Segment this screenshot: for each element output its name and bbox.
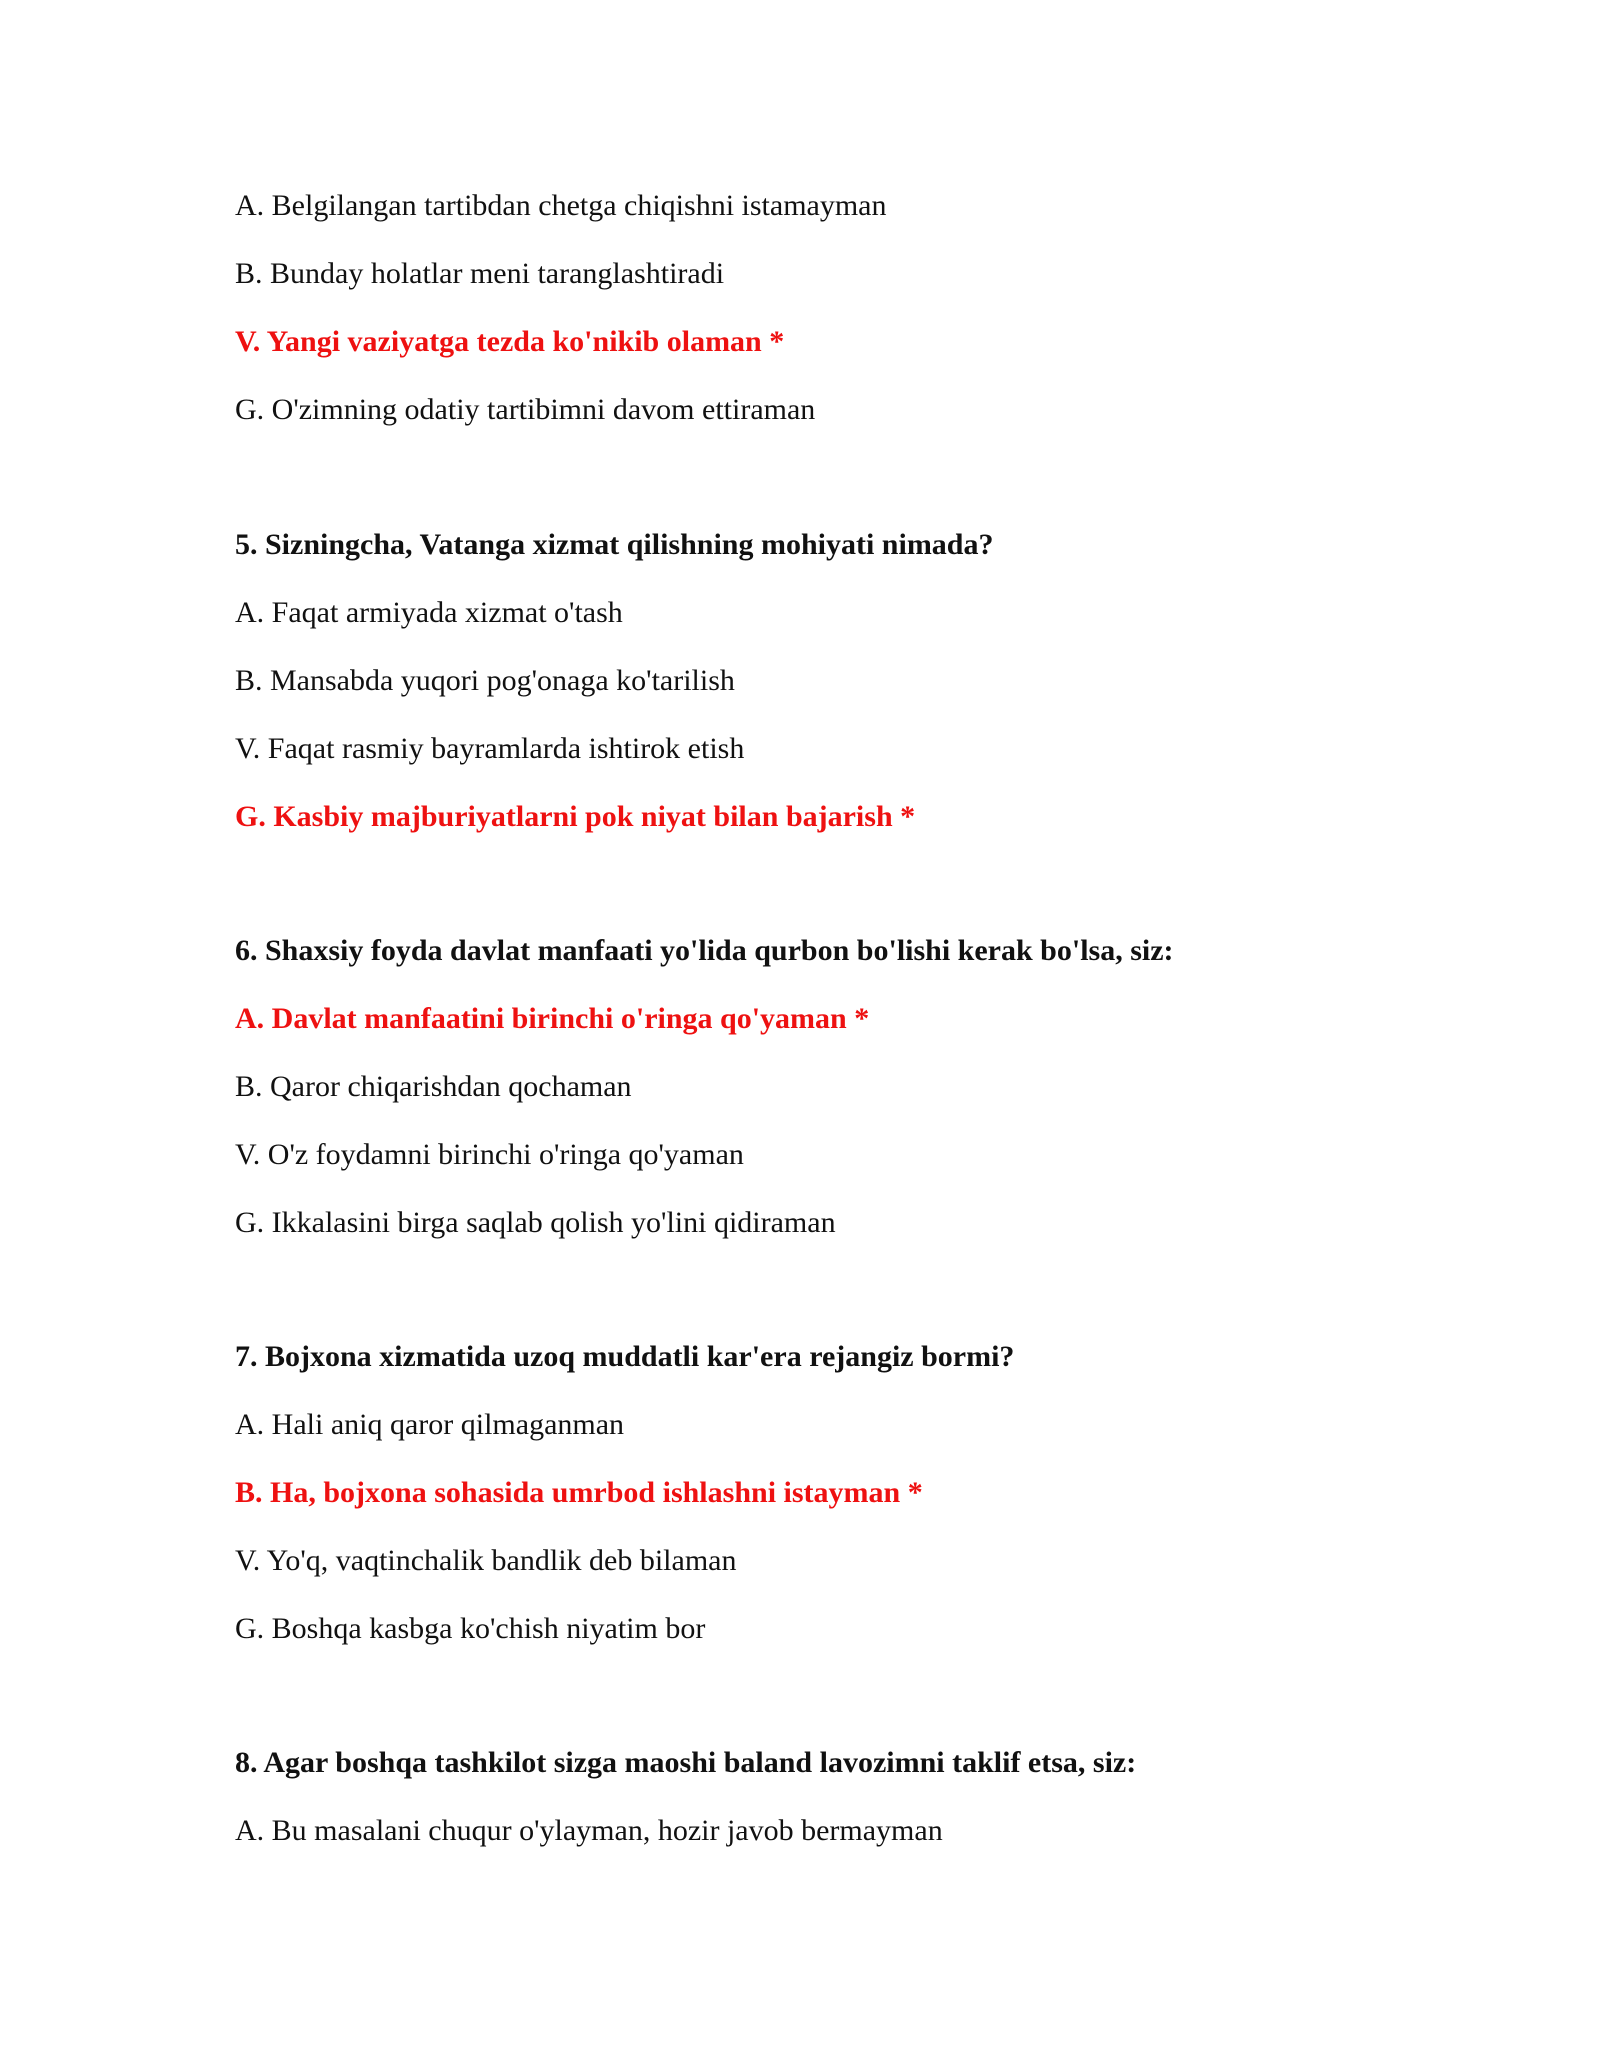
option-text: G. Ikkalasini birga saqlab qolish yo'lini qidiraman [235,1206,836,1239]
option-text: B. Qaror chiqarishdan qochaman [235,1070,632,1103]
option-text: G. Boshqa kasbga ko'chish niyatim bor [235,1612,706,1645]
option-text: A. Belgilangan tartibdan chetga chiqishni istamayman [235,189,887,222]
option-text: V. Faqat rasmiy bayramlarda ishtirok etish [235,732,745,765]
option-text: B. Mansabda yuqori pog'onaga ko'tarilish [235,664,735,697]
correct-option-text: V. Yangi vaziyatga tezda ko'nikib olaman * [235,325,785,358]
option-text: G. O'zimning odatiy tartibimni davom ettiraman [235,393,816,426]
option-text: A. Hali aniq qaror qilmaganman [235,1408,625,1441]
question-title: 8. Agar boshqa tashkilot sizga maoshi baland lavozimni taklif etsa, siz: [235,1746,1137,1779]
question-title: 5. Sizningcha, Vatanga xizmat qilishning mohiyati nimada? [235,528,994,561]
correct-option-text: A. Davlat manfaatini birinchi o'ringa qo'yaman * [235,1002,870,1035]
correct-option-text: G. Kasbiy majburiyatlarni pok niyat bilan bajarish * [235,800,916,833]
option-text: V. Yo'q, vaqtinchalik bandlik deb bilaman [235,1544,737,1577]
correct-option-text: B. Ha, bojxona sohasida umrbod ishlashni istayman * [235,1476,923,1509]
question-title: 7. Bojxona xizmatida uzoq muddatli kar'era rejangiz bormi? [235,1340,1015,1373]
option-text: A. Faqat armiyada xizmat o'tash [235,596,623,629]
option-text: B. Bunday holatlar meni taranglashtiradi [235,257,725,290]
question-title: 6. Shaxsiy foyda davlat manfaati yo'lida qurbon bo'lishi kerak bo'lsa, siz: [235,934,1174,967]
option-text: V. O'z foydamni birinchi o'ringa qo'yaman [235,1138,744,1171]
option-text: A. Bu masalani chuqur o'ylayman, hozir javob bermayman [235,1814,943,1847]
